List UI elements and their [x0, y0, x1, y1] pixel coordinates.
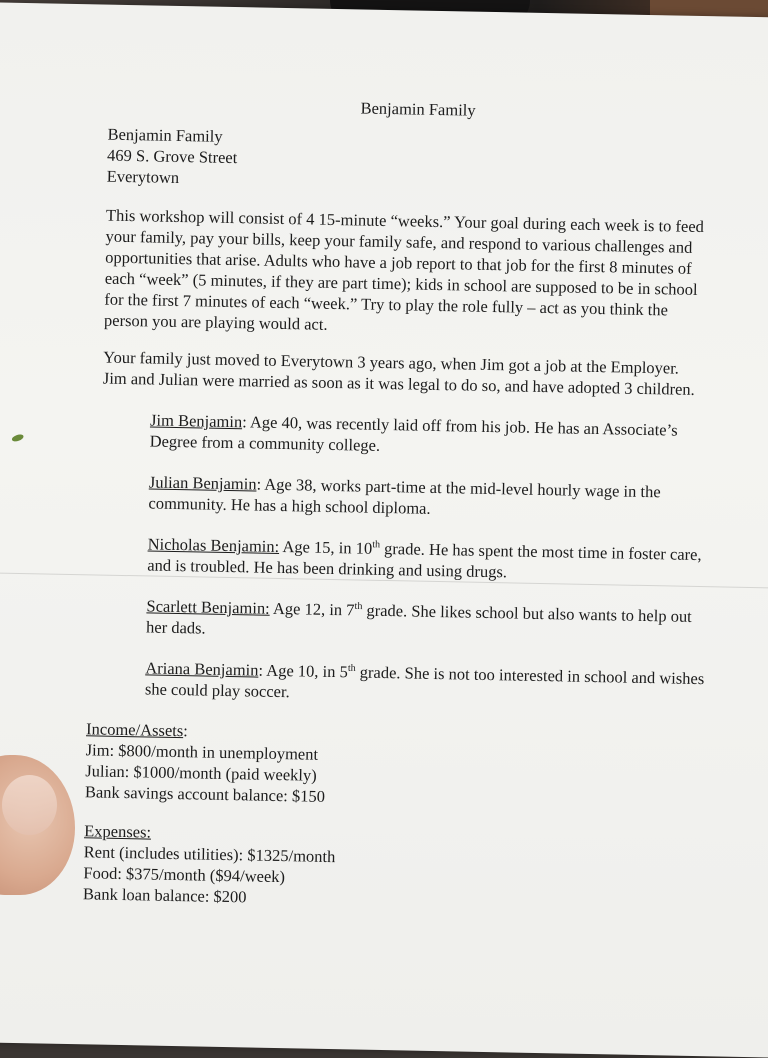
paper-smudge — [11, 433, 24, 443]
member-details-rest: grade. She likes school but also wants to help out her dads. — [146, 601, 692, 638]
member-name: Scarlett Benjamin: — [146, 596, 270, 617]
member-name: Jim Benjamin — [150, 410, 242, 431]
member-name: Nicholas Benjamin: — [148, 534, 280, 556]
background-paragraph: Your family just moved to Everytown 3 years ago, when Jim got a job at the Employer. Jim and Julian were married as soon as it was legal to do so, and have adopted 3 children. — [103, 347, 704, 401]
expenses-section — [83, 820, 695, 916]
member-details-rest: grade. He has spent the most time in foster care, and is troubled. He has been drinking and using drugs. — [147, 539, 702, 581]
member-name: Julian Benjamin — [149, 472, 257, 493]
ordinal-suffix: th — [348, 663, 356, 674]
income-line: Julian: $1000/month (paid weekly) — [85, 760, 695, 793]
ordinal-suffix: th — [355, 601, 363, 612]
document-page — [0, 2, 768, 1058]
address-line: Everytown — [107, 166, 707, 199]
member-details: : Age 40, was recently laid off from his job. He has an Associate’s Degree from a community college. — [149, 412, 677, 455]
member-details-rest: grade. She is not too interested in school and wishes she could play soccer. — [145, 662, 705, 701]
expense-line: Food: $375/month ($94/week) — [83, 862, 693, 895]
address-line: Benjamin Family — [107, 124, 707, 157]
expenses-heading: Expenses: — [84, 821, 151, 841]
intro-paragraph: This workshop will consist of 4 15-minute “weeks.” Your goal during each week is to feed your family, pay your bills, keep your family safe, and respond to various challenges and opportunities that arise. Adults who have a job report to that job for the first 8 minutes of each “week” (5 minutes, if they are part time); kids in school are supposed to be in school for the first 7 minutes of each “week.” Try to play the role fully – act as you think the person you are playing would act. — [104, 205, 706, 342]
member-entry — [148, 471, 709, 524]
address-line: 469 S. Grove Street — [107, 145, 707, 178]
expense-line: Bank loan balance: $200 — [83, 883, 693, 916]
ordinal-suffix: th — [372, 539, 380, 550]
member-details: : Age 38, works part-time at the mid-level hourly wage in the community. He has a high school diploma. — [148, 475, 661, 518]
member-entry — [146, 595, 707, 648]
thumbnail — [2, 775, 57, 835]
expense-line: Rent (includes utilities): $1325/month — [84, 841, 694, 874]
member-details: Age 12, in 7 — [270, 599, 355, 620]
income-heading: Income/Assets — [86, 719, 184, 740]
member-entry — [149, 409, 710, 462]
member-details: Age 15, in 10 — [279, 537, 372, 558]
member-entry — [147, 533, 708, 586]
income-section — [85, 718, 697, 814]
income-line: Bank savings account balance: $150 — [85, 781, 695, 814]
member-details: : Age 10, in 5 — [258, 661, 348, 682]
document-title: Benjamin Family — [108, 93, 708, 126]
document-body — [92, 93, 708, 934]
member-name: Ariana Benjamin — [145, 658, 259, 679]
family-members — [145, 409, 710, 710]
income-line: Jim: $800/month in unemployment — [86, 739, 696, 772]
member-entry — [145, 657, 706, 710]
address-block — [107, 124, 708, 199]
income-heading-colon: : — [183, 721, 188, 740]
